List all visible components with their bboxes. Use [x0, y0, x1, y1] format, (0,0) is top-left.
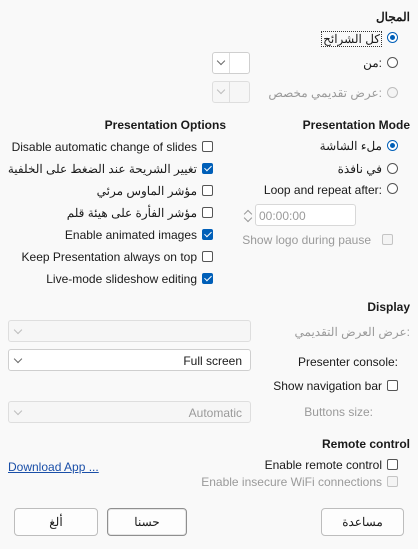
custom-show-select	[212, 81, 250, 103]
chevron-down-icon	[217, 86, 225, 94]
radio-loop[interactable]	[387, 183, 398, 194]
checkbox-live-mode[interactable]	[202, 273, 213, 284]
label-show-logo: Show logo during pause	[242, 233, 371, 247]
radio-all-slides[interactable]	[387, 32, 398, 43]
checkbox-disable-auto-change[interactable]	[202, 141, 213, 152]
label-presenter-console: Presenter console:	[297, 355, 398, 369]
label-in-window: في نافذة	[337, 162, 382, 176]
range-heading: المجال	[375, 10, 410, 24]
label-mouse-visible: مؤشر الماوس مرئي	[96, 184, 197, 198]
checkbox-show-logo	[382, 234, 393, 245]
checkbox-always-on-top[interactable]	[202, 251, 213, 262]
label-custom-show: عرض تقديمي مخصص:	[268, 86, 382, 100]
label-buttons-size: Buttons size:	[304, 405, 373, 419]
label-animated-images: Enable animated images	[64, 228, 197, 242]
options-heading: Presentation Options	[104, 118, 226, 132]
label-change-on-click: تغيير الشريحة عند الضغط على الخلفية	[7, 162, 197, 176]
ok-button[interactable]: حسنا	[107, 508, 187, 536]
label-nav-bar: Show navigation bar	[273, 379, 382, 393]
help-button[interactable]: مساعدة	[321, 508, 404, 536]
remote-heading: Remote control	[321, 437, 410, 451]
presenter-console-select[interactable]	[8, 349, 251, 371]
label-insecure-wifi: Enable insecure WiFi connections	[201, 475, 382, 489]
buttons-size-value: Automatic	[188, 406, 242, 420]
loop-time-value: 00:00:00	[259, 209, 306, 223]
checkbox-nav-bar[interactable]	[387, 380, 398, 391]
label-enable-remote: Enable remote control	[264, 458, 382, 472]
label-presentation-display: عرض العرض التقديمي:	[294, 325, 410, 339]
presenter-console-value: Full screen	[183, 354, 242, 368]
presentation-display-select	[8, 320, 251, 342]
label-full-screen: ملء الشاشة	[319, 139, 382, 153]
mode-heading: Presentation Mode	[302, 118, 410, 132]
checkbox-mouse-visible[interactable]	[202, 185, 213, 196]
buttons-size-select	[8, 401, 251, 423]
label-disable-auto-change: Disable automatic change of slides	[11, 140, 197, 154]
display-heading: Display	[367, 300, 410, 314]
checkbox-mouse-pen[interactable]	[202, 207, 213, 218]
from-slide-select[interactable]	[212, 52, 250, 74]
checkbox-animated-images[interactable]	[202, 229, 213, 240]
checkbox-insecure-wifi	[387, 476, 398, 487]
radio-in-window[interactable]	[387, 163, 398, 174]
chevron-down-icon	[14, 407, 22, 415]
label-always-on-top: Keep Presentation always on top	[21, 250, 197, 264]
label-from: من:	[363, 56, 382, 70]
loop-time-field[interactable]	[241, 204, 356, 226]
label-loop: Loop and repeat after:	[263, 183, 382, 197]
label-mouse-pen: مؤشر الفأرة على هيئة قلم	[66, 206, 197, 220]
time-stepper[interactable]	[241, 206, 254, 224]
download-app-link[interactable]: Download App ...	[8, 460, 99, 474]
radio-from[interactable]	[387, 57, 398, 68]
chevron-down-icon	[217, 57, 225, 65]
checkbox-enable-remote[interactable]	[387, 459, 398, 470]
label-live-mode: Live-mode slideshow editing	[46, 272, 197, 286]
checkbox-change-on-click[interactable]	[202, 163, 213, 174]
radio-custom-show	[387, 87, 398, 98]
radio-full-screen[interactable]	[387, 140, 398, 151]
chevron-down-icon	[14, 326, 22, 334]
chevron-down-icon	[14, 355, 22, 363]
label-all-slides: كل الشرائح	[323, 32, 380, 46]
cancel-button[interactable]: ألغ	[14, 508, 98, 536]
